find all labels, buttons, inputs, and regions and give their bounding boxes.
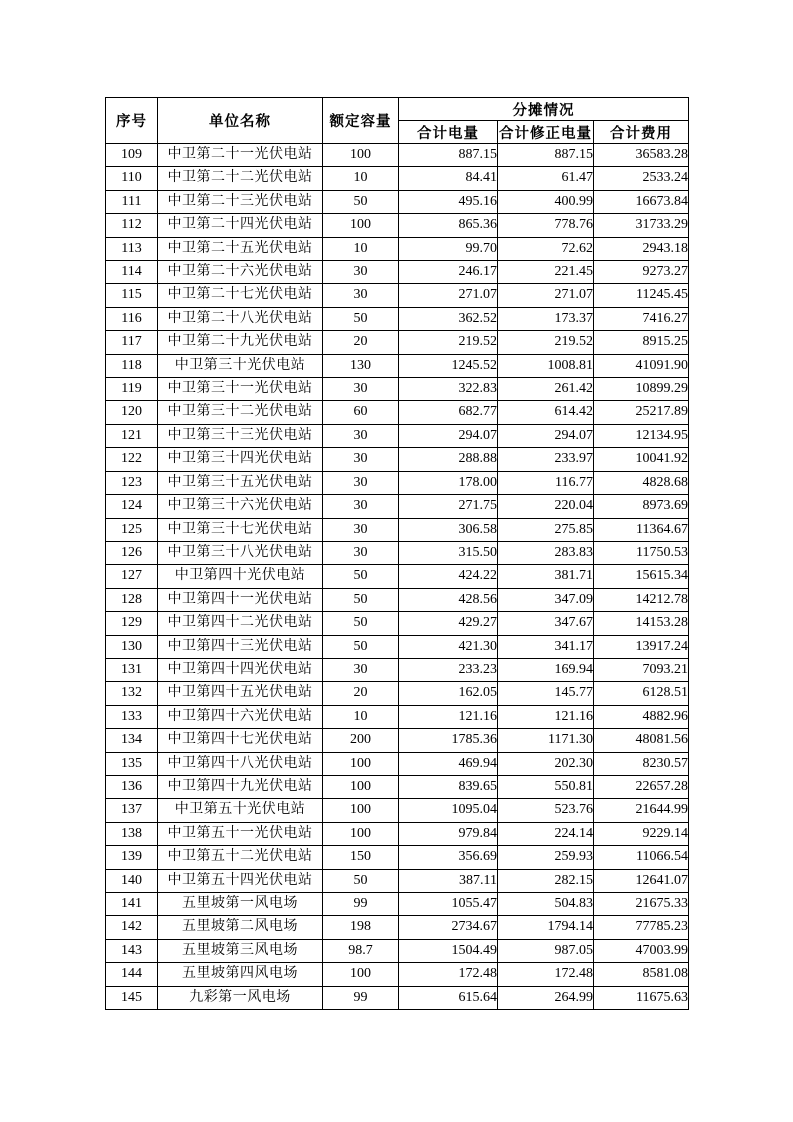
unit-name-cell: 中卫第四十七光伏电站 [158, 729, 323, 752]
header-total-cost: 合计费用 [594, 121, 689, 144]
total-corrected-energy-cell: 145.77 [498, 682, 594, 705]
total-cost-cell: 11066.54 [594, 846, 689, 869]
unit-name-cell: 中卫第五十一光伏电站 [158, 822, 323, 845]
total-cost-cell: 8915.25 [594, 331, 689, 354]
serial-cell: 111 [106, 190, 158, 213]
table-row [106, 565, 689, 588]
table-row [106, 963, 689, 986]
total-energy-cell: 271.75 [399, 495, 498, 518]
unit-name-cell: 中卫第二十二光伏电站 [158, 167, 323, 190]
total-energy-cell: 288.88 [399, 448, 498, 471]
total-cost-cell: 36583.28 [594, 144, 689, 167]
total-cost-cell: 10041.92 [594, 448, 689, 471]
total-energy-cell: 1245.52 [399, 354, 498, 377]
total-corrected-energy-cell: 504.83 [498, 893, 594, 916]
total-energy-cell: 233.23 [399, 658, 498, 681]
table-row [106, 682, 689, 705]
total-cost-cell: 9273.27 [594, 261, 689, 284]
total-cost-cell: 11364.67 [594, 518, 689, 541]
total-energy-cell: 172.48 [399, 963, 498, 986]
total-energy-cell: 682.77 [399, 401, 498, 424]
total-energy-cell: 322.83 [399, 378, 498, 401]
total-corrected-energy-cell: 72.62 [498, 237, 594, 260]
rated-capacity-cell: 30 [323, 495, 399, 518]
rated-capacity-cell: 10 [323, 237, 399, 260]
rated-capacity-cell: 100 [323, 752, 399, 775]
total-energy-cell: 219.52 [399, 331, 498, 354]
total-cost-cell: 21675.33 [594, 893, 689, 916]
rated-capacity-cell: 99 [323, 986, 399, 1009]
table-row [106, 471, 689, 494]
table-row [106, 214, 689, 237]
total-energy-cell: 839.65 [399, 775, 498, 798]
table-row [106, 635, 689, 658]
table-row [106, 658, 689, 681]
unit-name-cell: 中卫第四十二光伏电站 [158, 612, 323, 635]
serial-cell: 110 [106, 167, 158, 190]
serial-cell: 112 [106, 214, 158, 237]
total-energy-cell: 271.07 [399, 284, 498, 307]
header-serial: 序号 [106, 98, 158, 144]
total-corrected-energy-cell: 116.77 [498, 471, 594, 494]
table-row [106, 378, 689, 401]
serial-cell: 132 [106, 682, 158, 705]
header-unit-name: 单位名称 [158, 98, 323, 144]
unit-name-cell: 中卫第二十五光伏电站 [158, 237, 323, 260]
unit-name-cell: 中卫第二十六光伏电站 [158, 261, 323, 284]
rated-capacity-cell: 100 [323, 822, 399, 845]
unit-name-cell: 中卫第四十六光伏电站 [158, 705, 323, 728]
total-energy-cell: 356.69 [399, 846, 498, 869]
unit-name-cell: 中卫第三十六光伏电站 [158, 495, 323, 518]
rated-capacity-cell: 30 [323, 471, 399, 494]
serial-cell: 120 [106, 401, 158, 424]
total-energy-cell: 178.00 [399, 471, 498, 494]
serial-cell: 121 [106, 424, 158, 447]
unit-name-cell: 中卫第二十一光伏电站 [158, 144, 323, 167]
rated-capacity-cell: 50 [323, 588, 399, 611]
table-row [106, 144, 689, 167]
table-row [106, 705, 689, 728]
total-corrected-energy-cell: 294.07 [498, 424, 594, 447]
total-energy-cell: 2734.67 [399, 916, 498, 939]
total-energy-cell: 428.56 [399, 588, 498, 611]
total-corrected-energy-cell: 523.76 [498, 799, 594, 822]
serial-cell: 131 [106, 658, 158, 681]
unit-name-cell: 九彩第一风电场 [158, 986, 323, 1009]
rated-capacity-cell: 30 [323, 378, 399, 401]
serial-cell: 126 [106, 541, 158, 564]
rated-capacity-cell: 30 [323, 424, 399, 447]
header-total-energy: 合计电量 [399, 121, 498, 144]
total-cost-cell: 22657.28 [594, 775, 689, 798]
total-cost-cell: 13917.24 [594, 635, 689, 658]
serial-cell: 145 [106, 986, 158, 1009]
total-cost-cell: 4882.96 [594, 705, 689, 728]
rated-capacity-cell: 30 [323, 261, 399, 284]
total-energy-cell: 294.07 [399, 424, 498, 447]
rated-capacity-cell: 50 [323, 190, 399, 213]
total-cost-cell: 4828.68 [594, 471, 689, 494]
total-cost-cell: 12134.95 [594, 424, 689, 447]
table-row [106, 518, 689, 541]
total-corrected-energy-cell: 172.48 [498, 963, 594, 986]
total-energy-cell: 865.36 [399, 214, 498, 237]
rated-capacity-cell: 20 [323, 682, 399, 705]
unit-name-cell: 中卫第二十七光伏电站 [158, 284, 323, 307]
total-cost-cell: 14153.28 [594, 612, 689, 635]
serial-cell: 137 [106, 799, 158, 822]
total-corrected-energy-cell: 275.85 [498, 518, 594, 541]
unit-name-cell: 中卫第四十八光伏电站 [158, 752, 323, 775]
serial-cell: 136 [106, 775, 158, 798]
table-row [106, 612, 689, 635]
rated-capacity-cell: 130 [323, 354, 399, 377]
serial-cell: 141 [106, 893, 158, 916]
table-row [106, 869, 689, 892]
serial-cell: 139 [106, 846, 158, 869]
table-row [106, 775, 689, 798]
serial-cell: 144 [106, 963, 158, 986]
header-allocation-group: 分摊情况 [399, 98, 689, 121]
total-energy-cell: 246.17 [399, 261, 498, 284]
total-corrected-energy-cell: 887.15 [498, 144, 594, 167]
serial-cell: 116 [106, 307, 158, 330]
table-row [106, 893, 689, 916]
total-cost-cell: 47003.99 [594, 939, 689, 962]
total-corrected-energy-cell: 283.83 [498, 541, 594, 564]
rated-capacity-cell: 10 [323, 167, 399, 190]
unit-name-cell: 中卫第三十三光伏电站 [158, 424, 323, 447]
serial-cell: 134 [106, 729, 158, 752]
total-cost-cell: 41091.90 [594, 354, 689, 377]
total-corrected-energy-cell: 202.30 [498, 752, 594, 775]
total-energy-cell: 315.50 [399, 541, 498, 564]
serial-cell: 113 [106, 237, 158, 260]
total-corrected-energy-cell: 259.93 [498, 846, 594, 869]
total-energy-cell: 362.52 [399, 307, 498, 330]
unit-name-cell: 五里坡第二风电场 [158, 916, 323, 939]
table-row [106, 167, 689, 190]
total-corrected-energy-cell: 219.52 [498, 331, 594, 354]
total-corrected-energy-cell: 121.16 [498, 705, 594, 728]
total-energy-cell: 162.05 [399, 682, 498, 705]
rated-capacity-cell: 60 [323, 401, 399, 424]
serial-cell: 114 [106, 261, 158, 284]
table-row [106, 822, 689, 845]
serial-cell: 127 [106, 565, 158, 588]
total-cost-cell: 31733.29 [594, 214, 689, 237]
rated-capacity-cell: 100 [323, 144, 399, 167]
header-total-corrected-energy: 合计修正电量 [498, 121, 594, 144]
total-corrected-energy-cell: 341.17 [498, 635, 594, 658]
total-corrected-energy-cell: 282.15 [498, 869, 594, 892]
unit-name-cell: 中卫第四十九光伏电站 [158, 775, 323, 798]
serial-cell: 125 [106, 518, 158, 541]
table-row [106, 799, 689, 822]
total-corrected-energy-cell: 233.97 [498, 448, 594, 471]
total-corrected-energy-cell: 550.81 [498, 775, 594, 798]
total-cost-cell: 14212.78 [594, 588, 689, 611]
serial-cell: 122 [106, 448, 158, 471]
rated-capacity-cell: 100 [323, 775, 399, 798]
rated-capacity-cell: 200 [323, 729, 399, 752]
total-energy-cell: 429.27 [399, 612, 498, 635]
total-cost-cell: 10899.29 [594, 378, 689, 401]
rated-capacity-cell: 10 [323, 705, 399, 728]
table-row [106, 307, 689, 330]
rated-capacity-cell: 99 [323, 893, 399, 916]
unit-name-cell: 中卫第二十四光伏电站 [158, 214, 323, 237]
serial-cell: 118 [106, 354, 158, 377]
total-cost-cell: 2533.24 [594, 167, 689, 190]
total-corrected-energy-cell: 400.99 [498, 190, 594, 213]
total-energy-cell: 121.16 [399, 705, 498, 728]
unit-name-cell: 五里坡第一风电场 [158, 893, 323, 916]
rated-capacity-cell: 100 [323, 214, 399, 237]
table-row [106, 986, 689, 1009]
total-energy-cell: 1504.49 [399, 939, 498, 962]
unit-name-cell: 中卫第三十五光伏电站 [158, 471, 323, 494]
unit-name-cell: 中卫第四十三光伏电站 [158, 635, 323, 658]
unit-name-cell: 中卫第五十光伏电站 [158, 799, 323, 822]
total-cost-cell: 16673.84 [594, 190, 689, 213]
total-cost-cell: 2943.18 [594, 237, 689, 260]
header-rated-capacity: 额定容量 [323, 98, 399, 144]
total-energy-cell: 469.94 [399, 752, 498, 775]
rated-capacity-cell: 100 [323, 799, 399, 822]
total-corrected-energy-cell: 1008.81 [498, 354, 594, 377]
table-row [106, 916, 689, 939]
serial-cell: 138 [106, 822, 158, 845]
unit-name-cell: 中卫第三十一光伏电站 [158, 378, 323, 401]
rated-capacity-cell: 50 [323, 869, 399, 892]
rated-capacity-cell: 98.7 [323, 939, 399, 962]
unit-name-cell: 中卫第二十三光伏电站 [158, 190, 323, 213]
table-row [106, 729, 689, 752]
table-row [106, 495, 689, 518]
total-corrected-energy-cell: 987.05 [498, 939, 594, 962]
table-row [106, 939, 689, 962]
serial-cell: 128 [106, 588, 158, 611]
total-cost-cell: 8581.08 [594, 963, 689, 986]
unit-name-cell: 中卫第四十一光伏电站 [158, 588, 323, 611]
total-energy-cell: 1785.36 [399, 729, 498, 752]
total-energy-cell: 387.11 [399, 869, 498, 892]
unit-name-cell: 五里坡第三风电场 [158, 939, 323, 962]
total-energy-cell: 99.70 [399, 237, 498, 260]
unit-name-cell: 中卫第四十四光伏电站 [158, 658, 323, 681]
header-row-group [106, 98, 689, 121]
table-row [106, 354, 689, 377]
rated-capacity-cell: 30 [323, 448, 399, 471]
rated-capacity-cell: 30 [323, 518, 399, 541]
total-cost-cell: 77785.23 [594, 916, 689, 939]
unit-name-cell: 中卫第五十四光伏电站 [158, 869, 323, 892]
total-cost-cell: 21644.99 [594, 799, 689, 822]
serial-cell: 142 [106, 916, 158, 939]
table-row [106, 261, 689, 284]
serial-cell: 115 [106, 284, 158, 307]
rated-capacity-cell: 50 [323, 307, 399, 330]
total-energy-cell: 979.84 [399, 822, 498, 845]
total-cost-cell: 7093.21 [594, 658, 689, 681]
total-cost-cell: 8973.69 [594, 495, 689, 518]
total-energy-cell: 84.41 [399, 167, 498, 190]
rated-capacity-cell: 30 [323, 658, 399, 681]
unit-name-cell: 中卫第二十八光伏电站 [158, 307, 323, 330]
table-row [106, 588, 689, 611]
total-corrected-energy-cell: 381.71 [498, 565, 594, 588]
rated-capacity-cell: 50 [323, 635, 399, 658]
table-row [106, 237, 689, 260]
table-row [106, 401, 689, 424]
table-row [106, 284, 689, 307]
serial-cell: 124 [106, 495, 158, 518]
total-energy-cell: 424.22 [399, 565, 498, 588]
total-cost-cell: 25217.89 [594, 401, 689, 424]
table-row [106, 448, 689, 471]
rated-capacity-cell: 50 [323, 612, 399, 635]
total-corrected-energy-cell: 224.14 [498, 822, 594, 845]
total-corrected-energy-cell: 347.67 [498, 612, 594, 635]
total-energy-cell: 887.15 [399, 144, 498, 167]
rated-capacity-cell: 198 [323, 916, 399, 939]
serial-cell: 135 [106, 752, 158, 775]
unit-name-cell: 中卫第三十七光伏电站 [158, 518, 323, 541]
total-cost-cell: 8230.57 [594, 752, 689, 775]
table-header [106, 98, 689, 144]
serial-cell: 123 [106, 471, 158, 494]
total-corrected-energy-cell: 1171.30 [498, 729, 594, 752]
table-row [106, 846, 689, 869]
total-cost-cell: 6128.51 [594, 682, 689, 705]
unit-name-cell: 中卫第三十二光伏电站 [158, 401, 323, 424]
allocation-table [105, 97, 689, 1010]
total-corrected-energy-cell: 169.94 [498, 658, 594, 681]
unit-name-cell: 中卫第五十二光伏电站 [158, 846, 323, 869]
rated-capacity-cell: 50 [323, 565, 399, 588]
total-energy-cell: 495.16 [399, 190, 498, 213]
total-corrected-energy-cell: 347.09 [498, 588, 594, 611]
rated-capacity-cell: 30 [323, 284, 399, 307]
total-corrected-energy-cell: 264.99 [498, 986, 594, 1009]
total-corrected-energy-cell: 61.47 [498, 167, 594, 190]
serial-cell: 129 [106, 612, 158, 635]
total-energy-cell: 421.30 [399, 635, 498, 658]
rated-capacity-cell: 30 [323, 541, 399, 564]
unit-name-cell: 中卫第三十光伏电站 [158, 354, 323, 377]
table-row [106, 190, 689, 213]
unit-name-cell: 中卫第二十九光伏电站 [158, 331, 323, 354]
total-cost-cell: 7416.27 [594, 307, 689, 330]
total-energy-cell: 306.58 [399, 518, 498, 541]
serial-cell: 133 [106, 705, 158, 728]
serial-cell: 130 [106, 635, 158, 658]
total-cost-cell: 11750.53 [594, 541, 689, 564]
total-cost-cell: 9229.14 [594, 822, 689, 845]
total-cost-cell: 11245.45 [594, 284, 689, 307]
serial-cell: 117 [106, 331, 158, 354]
table-row [106, 541, 689, 564]
total-corrected-energy-cell: 778.76 [498, 214, 594, 237]
total-corrected-energy-cell: 271.07 [498, 284, 594, 307]
total-corrected-energy-cell: 173.37 [498, 307, 594, 330]
total-corrected-energy-cell: 220.04 [498, 495, 594, 518]
total-corrected-energy-cell: 1794.14 [498, 916, 594, 939]
rated-capacity-cell: 150 [323, 846, 399, 869]
total-cost-cell: 15615.34 [594, 565, 689, 588]
table-row [106, 752, 689, 775]
unit-name-cell: 中卫第三十四光伏电站 [158, 448, 323, 471]
unit-name-cell: 中卫第三十八光伏电站 [158, 541, 323, 564]
table-row [106, 331, 689, 354]
rated-capacity-cell: 100 [323, 963, 399, 986]
serial-cell: 143 [106, 939, 158, 962]
total-cost-cell: 12641.07 [594, 869, 689, 892]
table-body [106, 144, 689, 1010]
unit-name-cell: 五里坡第四风电场 [158, 963, 323, 986]
total-corrected-energy-cell: 221.45 [498, 261, 594, 284]
table-row [106, 424, 689, 447]
serial-cell: 119 [106, 378, 158, 401]
serial-cell: 140 [106, 869, 158, 892]
total-energy-cell: 615.64 [399, 986, 498, 1009]
unit-name-cell: 中卫第四十光伏电站 [158, 565, 323, 588]
total-corrected-energy-cell: 261.42 [498, 378, 594, 401]
total-corrected-energy-cell: 614.42 [498, 401, 594, 424]
serial-cell: 109 [106, 144, 158, 167]
total-cost-cell: 48081.56 [594, 729, 689, 752]
total-energy-cell: 1095.04 [399, 799, 498, 822]
unit-name-cell: 中卫第四十五光伏电站 [158, 682, 323, 705]
total-cost-cell: 11675.63 [594, 986, 689, 1009]
rated-capacity-cell: 20 [323, 331, 399, 354]
total-energy-cell: 1055.47 [399, 893, 498, 916]
